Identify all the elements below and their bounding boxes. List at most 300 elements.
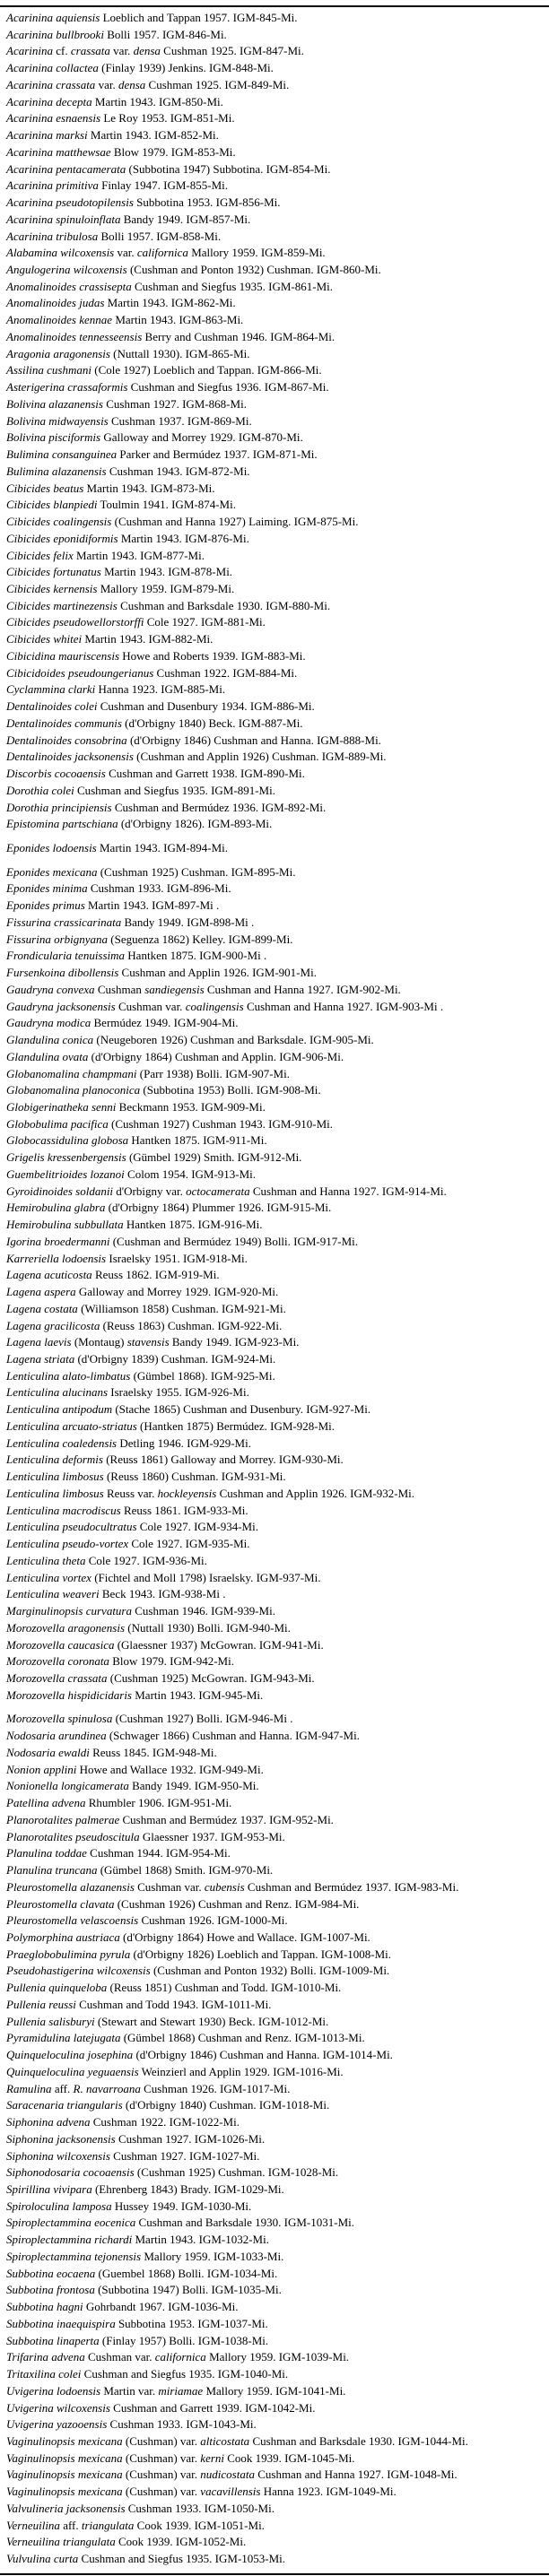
citation-text: (Cushman 1925) Cushman. IGM-1028-Mi. — [134, 2165, 339, 2180]
citation-text: Toulmin 1941. IGM-874-Mi. — [97, 498, 236, 512]
species-entry — [6, 1267, 547, 1284]
species-list — [0, 7, 549, 2573]
citation-text: (d'Orbigny 1839) Cushman. IGM-924-Mi. — [74, 1352, 276, 1366]
species-name-italic: Acarinina pseudotopilensis — [6, 195, 134, 210]
species-entry — [6, 2534, 547, 2551]
species-entry — [6, 898, 547, 915]
citation-text: var. — [95, 77, 118, 91]
species-entry — [6, 965, 547, 982]
citation-text: (Reuss 1851) Cushman and Todd. IGM-1010-Mi. — [107, 1981, 342, 1995]
species-name-italic: Morozovella aragonensis — [6, 1620, 126, 1635]
citation-text: Blow 1979. IGM-942-Mi. — [109, 1654, 234, 1669]
species-entry — [6, 195, 547, 212]
citation-text: (d'Orbigny 1846) Cushman and Hanna. IGM-1014-Mi. — [133, 2048, 393, 2062]
citation-text: Rhumbler 1906. IGM-951-Mi. — [85, 1796, 232, 1810]
species-name-italic: Quinqueloculina yeguaensis — [6, 2064, 139, 2078]
species-name-italic: Anomalinoides crassisepta — [6, 279, 132, 293]
species-name-italic: Alabamina wilcoxensis — [6, 246, 115, 260]
species-entry — [6, 1435, 547, 1453]
citation-text: Cushman 1922. IGM-884-Mi. — [153, 665, 298, 680]
citation-text: Martin 1943. IGM-876-Mi. — [118, 531, 249, 545]
citation-text: (Cushman 1927) Cushman 1943. IGM-910-Mi. — [108, 1116, 333, 1131]
species-name-italic: Acarinina decepta — [6, 94, 92, 108]
species-name-italic: Lenticulina theta — [6, 1553, 86, 1567]
citation-text: Reuss var. — [103, 1486, 158, 1500]
citation-text: Martin 1943. IGM-852-Mi. — [87, 128, 219, 143]
species-entry — [6, 1234, 547, 1251]
citation-text: Martin 1943. IGM-945-Mi. — [132, 1687, 264, 1702]
species-entry — [6, 1778, 547, 1795]
citation-text: Israelsky 1951. IGM-918-Mi. — [106, 1251, 248, 1265]
species-entry — [6, 27, 547, 44]
species-name-italic: Lagena aspera — [6, 1285, 76, 1299]
citation-text: Martin 1943. IGM-878-Mi. — [100, 565, 233, 579]
species-entry — [6, 2215, 547, 2232]
species-name-italic: Lenticulina macrodiscus — [6, 1503, 121, 1517]
citation-text: Cole 1927. IGM-881-Mi. — [144, 615, 266, 629]
species-entry — [6, 1653, 547, 1670]
species-entry — [6, 2518, 547, 2535]
species-entry — [6, 948, 547, 965]
species-entry — [6, 716, 547, 733]
species-name-italic: miriamae — [158, 2383, 204, 2398]
species-name-italic: Hemirobulina glabra — [6, 1201, 106, 1215]
species-name-italic: Anomalinoides kennae — [6, 313, 113, 327]
citation-text: Bermúdez 1949. IGM-904-Mi. — [91, 1016, 239, 1030]
species-entry — [6, 1536, 547, 1553]
species-entry — [6, 1586, 547, 1603]
citation-text: (Cushman 1925) McGowran. IGM-943-Mi. — [107, 1670, 315, 1685]
citation-text: (Nuttall 1930) Bolli. IGM-940-Mi. — [125, 1620, 291, 1635]
species-name-italic: Lenticulina arcuato-striatus — [6, 1418, 137, 1433]
species-entry — [6, 295, 547, 312]
species-entry — [6, 864, 547, 881]
species-entry — [6, 2467, 547, 2484]
citation-text: Cushman 1943. IGM-872-Mi. — [106, 464, 250, 478]
species-entry — [6, 2299, 547, 2316]
citation-text: var. — [109, 44, 134, 58]
citation-text: (Neugeboren 1926) Cushman and Barksdale. IGM-905-Mi. — [93, 1033, 374, 1047]
citation-text: Martin var. — [100, 2383, 159, 2398]
species-entry — [6, 681, 547, 698]
citation-text: Bandy 1949. IGM-923-Mi. — [169, 1335, 300, 1349]
citation-text: Cushman and Applin 1926. IGM-901-Mi. — [118, 966, 317, 980]
species-entry — [6, 2249, 547, 2266]
species-entry — [6, 1879, 547, 1896]
species-entry — [6, 262, 547, 279]
species-entry — [6, 880, 547, 898]
citation-text: Martin 1943. IGM-873-Mi. — [83, 481, 215, 495]
species-entry — [6, 2501, 547, 2518]
species-name-italic: Cibicides kernensis — [6, 581, 98, 595]
species-entry — [6, 1167, 547, 1184]
species-name-italic: nudicostata — [200, 2468, 255, 2482]
citation-text: Cushman and Garrett 1938. IGM-890-Mi. — [105, 767, 305, 781]
species-name-italic: octocamerata — [186, 1184, 250, 1198]
species-entry — [6, 2551, 547, 2568]
citation-text: (Cushman) var. — [122, 2468, 201, 2482]
species-entry — [6, 2383, 547, 2400]
species-name-italic: Dentalinoides colei — [6, 699, 98, 714]
citation-text: Mallory 1959. IGM-879-Mi. — [97, 581, 235, 595]
citation-text: (Subbotina 1947) Bolli. IGM-1035-Mi. — [94, 2283, 282, 2297]
citation-text: Beck 1943. IGM-938-Mi . — [99, 1587, 226, 1601]
citation-text: Reuss 1862. IGM-919-Mi. — [92, 1268, 220, 1282]
species-name-italic: Vulvulina curta — [6, 2552, 79, 2566]
species-name-italic: densa — [118, 77, 146, 91]
citation-text: Cushman var. — [84, 2350, 155, 2364]
species-name-italic: Igorina broedermanni — [6, 1234, 110, 1248]
species-name-italic: Eponides lodoensis — [6, 840, 97, 854]
species-name-italic: Morozovella crassata — [6, 1670, 108, 1685]
citation-text: Martin 1943. IGM-863-Mi. — [112, 313, 244, 327]
species-entry — [6, 648, 547, 665]
species-entry — [6, 614, 547, 631]
citation-text: Cushman 1927. IGM-868-Mi. — [102, 396, 247, 411]
species-name-italic: Glandulina conica — [6, 1033, 94, 1047]
species-name-italic: Dentalinoides communis — [6, 716, 122, 730]
species-entry — [6, 982, 547, 999]
citation-text: (Gümbel 1868) Smith. IGM-970-Mi. — [97, 1863, 274, 1878]
citation-text: Cushman and Hanna 1927. IGM-902-Mi. — [204, 982, 401, 996]
species-name-italic: Glandulina ovata — [6, 1049, 89, 1063]
species-entry — [6, 2416, 547, 2433]
citation-text: Cushman and Siegfus 1935. IGM-1053-Mi. — [78, 2552, 286, 2566]
species-name-italic: triangulata — [81, 2518, 135, 2532]
species-name-italic: Subbotina frontosa — [6, 2283, 95, 2297]
species-entry — [6, 665, 547, 682]
species-entry — [6, 329, 547, 346]
citation-text: Cushman 1946. IGM-939-Mi. — [132, 1604, 275, 1618]
species-entry — [6, 2164, 547, 2181]
citation-text: (Cushman) var. — [122, 2485, 201, 2499]
species-name-italic: Lagena laevis — [6, 1335, 72, 1349]
citation-text: Loeblich and Tappan 1957. IGM-845-Mi. — [100, 11, 298, 24]
citation-text: Berry and Cushman 1946. IGM-864-Mi. — [142, 329, 336, 343]
species-name-italic: Uvigerina yazooensis — [6, 2417, 108, 2432]
species-entry — [6, 1351, 547, 1368]
citation-text: Cushman and Bermúdez 1936. IGM-892-Mi. — [111, 800, 327, 814]
species-name-italic: Cibicides fortunatus — [6, 565, 101, 579]
species-entry — [6, 362, 547, 379]
citation-text: Cushman 1922. IGM-1022-Mi. — [90, 2115, 240, 2129]
species-name-italic: Dentalinoides consobrina — [6, 733, 127, 747]
citation-text: Mallory 1959. IGM-859-Mi. — [187, 246, 326, 260]
citation-text: Cushman and Hanna 1927. IGM-903-Mi . — [243, 999, 444, 1013]
species-entry — [6, 178, 547, 195]
citation-text: Detling 1946. IGM-929-Mi. — [117, 1435, 251, 1450]
species-entry — [6, 1762, 547, 1779]
citation-text: Reuss 1845. IGM-948-Mi. — [89, 1745, 217, 1759]
species-name-italic: Lagena striata — [6, 1352, 75, 1366]
species-name-italic: Lenticulina antipodum — [6, 1402, 113, 1417]
citation-text: (Cushman and Applin 1926) Cushman. IGM-889-Mi. — [133, 750, 387, 764]
citation-text: Howe and Wallace 1932. IGM-949-Mi. — [76, 1762, 264, 1776]
citation-text: (Williamson 1858) Cushman. IGM-921-Mi. — [77, 1301, 286, 1315]
species-entry — [6, 1368, 547, 1385]
species-entry — [6, 279, 547, 296]
species-entry — [6, 2014, 547, 2031]
species-entry — [6, 598, 547, 615]
citation-text: (Guembel 1868) Bolli. IGM-1034-Mi. — [95, 2266, 278, 2280]
species-name-italic: Spiroplectammina tejonensis — [6, 2249, 142, 2263]
species-entry — [6, 733, 547, 750]
species-name-italic: Assilina cushmani — [6, 363, 92, 377]
citation-text: Cushman and Dusenbury 1934. IGM-886-Mi. — [97, 699, 315, 714]
species-name-italic: Planorotalites palmerae — [6, 1812, 120, 1826]
species-name-italic: Verneuilina triangulata — [6, 2535, 116, 2549]
species-name-italic: Hemirobulina subbullata — [6, 1218, 124, 1232]
citation-text: Cook 1939. IGM-1052-Mi. — [115, 2535, 247, 2549]
species-entry — [6, 1132, 547, 1149]
species-name-italic: Planulina toddae — [6, 1846, 87, 1860]
citation-text: Hanna 1923. IGM-1049-Mi. — [260, 2485, 396, 2499]
species-entry — [6, 2433, 547, 2450]
citation-text: Cushman — [94, 982, 145, 996]
species-name-italic: Lenticulina limbosus — [6, 1470, 104, 1484]
species-name-italic: Pullenia quinqueloba — [6, 1981, 108, 1995]
species-entry — [6, 481, 547, 498]
species-entry — [6, 1812, 547, 1829]
species-name-italic: Pullenia salisburyi — [6, 2014, 95, 2028]
species-entry — [6, 1049, 547, 1066]
citation-text: Galloway and Morrey 1929. IGM-870-Mi. — [100, 430, 303, 445]
citation-text: Cushman and Hanna 1927. IGM-914-Mi. — [249, 1184, 447, 1198]
species-entry — [6, 2114, 547, 2131]
species-entry — [6, 94, 547, 111]
species-entry — [6, 2400, 547, 2417]
citation-text: (Cushman) var. — [122, 2434, 201, 2449]
species-name-italic: Cibicidina mauriscensis — [6, 648, 120, 663]
species-name-italic: Grigelis kressenbergensis — [6, 1150, 126, 1165]
citation-text: (Nuttall 1930). IGM-865-Mi. — [109, 346, 250, 360]
species-name-italic: Acarinina matthewsae — [6, 144, 111, 159]
citation-text: Colom 1954. IGM-913-Mi. — [124, 1167, 257, 1181]
species-entry — [6, 1728, 547, 1745]
citation-text: Cushman var. — [115, 999, 186, 1013]
citation-text: (Parr 1938) Bolli. IGM-907-Mi. — [136, 1066, 290, 1080]
species-entry — [6, 749, 547, 766]
species-name-italic: Aragonia aragonensis — [6, 346, 110, 360]
citation-text: Cushman 1933. IGM-1050-Mi. — [125, 2501, 274, 2515]
species-entry — [6, 1200, 547, 1217]
citation-text: (d'Orbigny 1840) Cushman. IGM-1018-Mi. — [122, 2098, 330, 2112]
species-entry — [6, 2131, 547, 2148]
citation-text: (Subbotina 1947) Subbotina. IGM-854-Mi. — [126, 161, 331, 176]
species-name-italic: Vaginulinopsis mexicana — [6, 2450, 123, 2465]
species-entry — [6, 464, 547, 481]
citation-text: Weinzierl and Applin 1929. IGM-1016-Mi. — [138, 2064, 344, 2078]
species-entry — [6, 2450, 547, 2468]
species-name-italic: Acarinina spinuloinflata — [6, 212, 121, 226]
citation-text: (Reuss 1863) Cushman. IGM-922-Mi. — [100, 1318, 283, 1332]
citation-text: Cushman and Garrett 1939. IGM-1042-Mi. — [109, 2400, 316, 2415]
citation-text: (d'Orbigny 1864) Howe and Wallace. IGM-1007-Mi. — [119, 1930, 370, 1944]
species-name-italic: Polymorphina austriaca — [6, 1930, 120, 1944]
citation-text: Martin 1943. IGM-862-Mi. — [104, 296, 236, 310]
citation-text: (Stewart and Stewart 1930) Beck. IGM-1012-Mi. — [94, 2014, 329, 2028]
species-name-italic: Siphonodosaria cocoaensis — [6, 2165, 135, 2180]
citation-text: (d'Orbigny 1846) Cushman and Hanna. IGM-888-Mi. — [126, 733, 381, 747]
species-entry — [6, 1711, 547, 1728]
species-name-italic: Lagena acuticosta — [6, 1268, 92, 1282]
citation-text: Cushman and Bermúdez 1937. IGM-983-Mi. — [244, 1879, 459, 1894]
species-name-italic: Dorothia colei — [6, 783, 74, 797]
citation-text: Martin 1943. IGM-882-Mi. — [82, 632, 214, 646]
species-entry — [6, 497, 547, 514]
citation-text: (Finlay 1957) Bolli. IGM-1038-Mi. — [99, 2333, 269, 2347]
species-name-italic: hockleyensis — [157, 1486, 217, 1500]
citation-text: Cushman 1937. IGM-869-Mi. — [108, 413, 252, 428]
citation-text: Gohrbandt 1967. IGM-1036-Mi. — [83, 2300, 239, 2314]
citation-text: Cushman 1925. IGM-849-Mi. — [145, 77, 290, 91]
citation-text: (Stache 1865) Cushman and Dusenbury. IGM-927-Mi. — [112, 1402, 371, 1417]
citation-text: Cushman 1933. IGM-1043-Mi. — [107, 2417, 257, 2432]
species-name-italic: Subbotina eocaena — [6, 2266, 96, 2280]
species-name-italic: Globanomalina champmani — [6, 1066, 137, 1080]
citation-text: Cushman and Bermúdez 1937. IGM-952-Mi. — [119, 1812, 334, 1826]
citation-text: (Cole 1927) Loeblich and Tappan. IGM-866-Mi. — [91, 363, 322, 377]
species-name-italic: Verneuilina — [6, 2518, 60, 2532]
citation-text: (Cushman 1926) Cushman and Renz. IGM-984-Mi. — [114, 1896, 360, 1911]
species-name-italic: Bolivina pisciformis — [6, 430, 101, 445]
species-name-italic: Cyclammina clarki — [6, 682, 96, 697]
species-name-italic: Nodosaria ewaldi — [6, 1745, 90, 1759]
citation-text: Cushman 1933. IGM-896-Mi. — [87, 881, 231, 896]
species-name-italic: Anomalinoides judas — [6, 296, 105, 310]
species-name-italic: cubensis — [204, 1879, 245, 1894]
citation-text: Cushman and Siegfus 1935. IGM-861-Mi. — [131, 279, 333, 293]
species-name-italic: Asterigerina crassaformis — [6, 380, 128, 395]
species-name-italic: Acarinina — [6, 44, 53, 58]
species-entry — [6, 212, 547, 229]
species-name-italic: Acarinina tribulosa — [6, 229, 99, 243]
citation-text: Bandy 1949. IGM-898-Mi . — [121, 915, 255, 929]
species-entry — [6, 1401, 547, 1418]
species-name-italic: Lenticulina vortex — [6, 1570, 92, 1584]
species-entry — [6, 1687, 547, 1704]
citation-text: Cushman 1927. IGM-1027-Mi. — [109, 2148, 260, 2163]
citation-text: Subbotina 1953. IGM-1037-Mi. — [115, 2316, 268, 2330]
species-entry — [6, 2181, 547, 2199]
species-name-italic: Gaudryna jacksonensis — [6, 999, 116, 1013]
species-name-italic: Uvigerina wilcoxensis — [6, 2400, 110, 2415]
citation-text: Cushman and Applin 1926. IGM-932-Mi. — [216, 1486, 414, 1500]
species-entry — [6, 1637, 547, 1654]
citation-text: Cole 1927. IGM-935-Mi. — [128, 1537, 250, 1551]
species-entry — [6, 1116, 547, 1133]
species-name-italic: Uvigerina lodoensis — [6, 2383, 101, 2398]
citation-text: (Cushman 1927) Bolli. IGM-946-Mi . — [112, 1712, 293, 1726]
species-name-italic: Subbotina hagni — [6, 2300, 83, 2314]
species-entry — [6, 915, 547, 932]
species-name-italic: Pseudohastigerina wilcoxensis — [6, 1964, 151, 1978]
species-entry — [6, 379, 547, 396]
species-entry — [6, 1670, 547, 1687]
species-entry — [6, 229, 547, 246]
species-name-italic: Fursenkoina dibollensis — [6, 966, 119, 980]
citation-text: (d'Orbigny 1826). IGM-893-Mi. — [118, 817, 273, 831]
species-name-italic: coalingensis — [185, 999, 244, 1013]
citation-text: aff. — [59, 2518, 82, 2532]
species-entry — [6, 816, 547, 833]
species-entry — [6, 999, 547, 1016]
citation-text: Cook 1939. IGM-1051-Mi. — [134, 2518, 265, 2532]
species-name-italic: Acarinina marksi — [6, 128, 88, 143]
species-name-italic: Acarinina aquiensis — [6, 11, 100, 24]
species-name-italic: crassata — [70, 44, 110, 58]
species-name-italic: Eponides mexicana — [6, 864, 98, 879]
citation-text: Israelsky 1955. IGM-926-Mi. — [108, 1385, 249, 1400]
species-entry — [6, 1452, 547, 1469]
species-entry — [6, 2081, 547, 2098]
species-name-italic: Globanomalina planoconica — [6, 1083, 141, 1097]
species-name-italic: Vaginulinopsis mexicana — [6, 2434, 123, 2449]
species-entry — [6, 1620, 547, 1637]
citation-text: Beckmann 1953. IGM-909-Mi. — [116, 1100, 266, 1114]
species-name-italic: Cibicides martinezensis — [6, 598, 118, 612]
species-name-italic: Nonionella longicamerata — [6, 1779, 129, 1793]
species-entry — [6, 840, 547, 857]
species-name-italic: Pullenia reussi — [6, 1997, 76, 2011]
species-entry — [6, 1486, 547, 1503]
species-entry — [6, 1912, 547, 1930]
species-entry — [6, 1301, 547, 1318]
citation-text: Cushman and Siegfus 1935. IGM-1040-Mi. — [81, 2367, 289, 2381]
species-entry — [6, 1318, 547, 1335]
citation-text: Cushman 1927. IGM-1026-Mi. — [115, 2131, 266, 2146]
species-entry — [6, 766, 547, 783]
citation-text: (Gümbel 1868) Cushman and Renz. IGM-1013-Mi. — [120, 2031, 365, 2045]
species-entry — [6, 2316, 547, 2333]
species-name-italic: californica — [154, 2350, 206, 2364]
citation-text: (Reuss 1860) Cushman. IGM-931-Mi. — [103, 1470, 286, 1484]
species-name-italic: Eponides primus — [6, 898, 85, 913]
citation-text: Martin 1943. IGM-897-Mi . — [84, 898, 220, 913]
citation-text: Parker and Bermúdez 1937. IGM-871-Mi. — [117, 447, 318, 462]
species-entry — [6, 1217, 547, 1234]
citation-text: Glaessner 1937. IGM-953-Mi. — [139, 1829, 285, 1843]
citation-text: (Gümbel 1929) Smith. IGM-912-Mi. — [126, 1150, 302, 1165]
species-entry — [6, 1066, 547, 1083]
species-name-italic: alticostata — [200, 2434, 250, 2449]
citation-text: Bandy 1949. IGM-950-Mi. — [128, 1779, 259, 1793]
species-name-italic: Quinqueloculina josephina — [6, 2048, 134, 2062]
citation-text: Martin 1943. IGM-894-Mi. — [96, 840, 228, 854]
species-name-italic: Morozovella caucasica — [6, 1637, 115, 1652]
species-name-italic: Siphonina jacksonensis — [6, 2131, 116, 2146]
species-name-italic: Planorotalites pseudoscitula — [6, 1829, 140, 1843]
citation-text: Cushman and Todd 1943. IGM-1011-Mi. — [75, 1997, 272, 2011]
species-name-italic: Cibicidoides pseudoungerianus — [6, 665, 154, 680]
species-entry — [6, 1284, 547, 1301]
species-entry — [6, 1503, 547, 1520]
species-entry — [6, 1795, 547, 1812]
species-entry — [6, 2349, 547, 2366]
citation-text: Subbotina 1953. IGM-856-Mi. — [133, 195, 281, 210]
citation-text: Cook 1939. IGM-1045-Mi. — [224, 2450, 355, 2465]
species-name-italic: Karreriella lodoensis — [6, 1251, 107, 1265]
citation-text: Cushman 1926. IGM-1017-Mi. — [140, 2081, 291, 2095]
bottom-rule — [0, 2573, 549, 2575]
species-name-italic: Subbotina inaequispira — [6, 2316, 116, 2330]
species-entry — [6, 161, 547, 178]
species-entry — [6, 2030, 547, 2047]
species-name-italic: Bulimina alazanensis — [6, 464, 107, 478]
citation-text: (Ehrenberg 1843) Brady. IGM-1029-Mi. — [92, 2182, 284, 2196]
species-entry — [6, 1845, 547, 1862]
citation-text: Mallory 1959. IGM-1039-Mi. — [205, 2350, 350, 2364]
